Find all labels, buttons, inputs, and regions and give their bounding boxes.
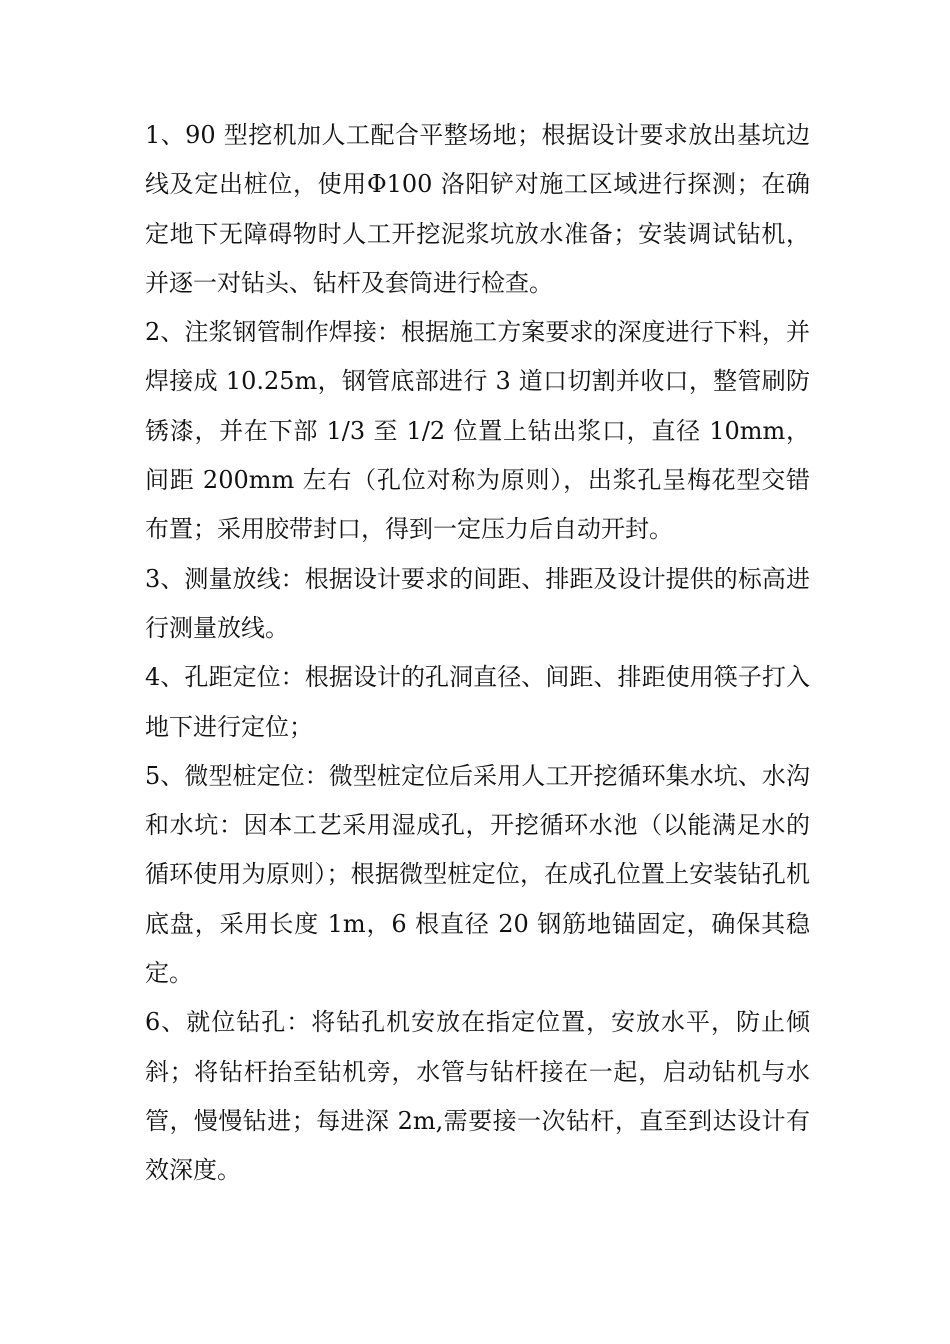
paragraph-step-4: 4、孔距定位：根据设计的孔洞直径、间距、排距使用筷子打入地下进行定位； — [145, 663, 810, 741]
document-body — [145, 111, 810, 1196]
paragraph-step-5: 5、微型桩定位：微型桩定位后采用人工开挖循环集水坑、水沟和水坑：因本工艺采用湿成孔，开挖循环水池（以能满足水的循环使用为原则）；根据微型桩定位，在成孔位置上安装钻孔机底盘，采用长度 1m，6 根直径 20 钢筋地锚固定，确保其稳定。 — [145, 761, 810, 988]
paragraph-step-6: 6、就位钻孔：将钻孔机安放在指定位置，安放水平，防止倾斜；将钻杆抬至钻机旁，水管与钻杆接在一起，启动钻机与水管，慢慢钻进；每进深 2m,需要接一次钻杆，直至到达设计有效深度。 — [145, 1008, 810, 1185]
paragraph-step-1: 1、90 型挖机加人工配合平整场地；根据设计要求放出基坑边线及定出桩位，使用Φ100 洛阳铲对施工区域进行探测；在确定地下无障碍物时人工开挖泥浆坑放水准备；安装调试钻机，并逐一对钻头、钻杆及套筒进行检查。 — [145, 121, 810, 297]
paragraph-step-3: 3、测量放线：根据设计要求的间距、排距及设计提供的标高进行测量放线。 — [145, 564, 810, 642]
paragraph-step-2: 2、注浆钢管制作焊接：根据施工方案要求的深度进行下料，并焊接成 10.25m，钢管底部进行 3 道口切割并收口，整管刷防锈漆，并在下部 1/3 至 1/2 位置上钻出浆口，直径 10mm，间距 200mm 左右（孔位对称为原则），出浆孔呈梅花型交错布置；采用胶带封口，得到一定压力后自动开封。 — [145, 318, 810, 544]
